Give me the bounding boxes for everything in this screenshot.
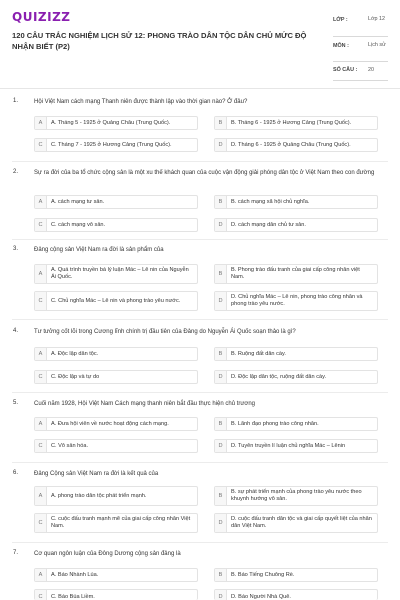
option-c[interactable] [34, 439, 198, 453]
option-text: C. Chủ nghĩa Mác – Lê nin và phong trào yêu nước. [51, 297, 181, 304]
brand-logo: QUIZIZZ [12, 10, 71, 24]
option-b[interactable] [214, 568, 378, 582]
option-text: B. Báo Tiếng Chuông Rè. [231, 571, 295, 578]
question-text: Cơ quan ngôn luận của Đông Dương cộng sản đảng là [34, 551, 181, 557]
option-text: B. Phong trào đấu tranh của giai cấp công nhân việt Nam. [231, 267, 360, 280]
divider [333, 61, 388, 62]
option-d[interactable] [214, 218, 378, 232]
option-letter: C [35, 590, 47, 600]
option-a[interactable] [34, 486, 198, 506]
question-text: Tư tưởng cốt lõi trong Cương lĩnh chính trị đầu tiên của Đảng do Nguyễn Ái Quốc soạn thảo là gì? [34, 329, 296, 335]
option-text: A. phong trào dân tộc phát triển mạnh. [51, 492, 147, 499]
question-text: Hội Việt Nam cách mạng Thanh niên được thành lập vào thời gian nào? Ở đâu? [34, 99, 248, 105]
option-b[interactable] [214, 264, 378, 284]
question-divider [12, 542, 388, 543]
header-divider [0, 88, 400, 89]
worksheet-header [0, 0, 400, 90]
option-a[interactable] [34, 195, 198, 209]
option-text: C. Vô sản hóa. [51, 442, 89, 449]
option-a[interactable] [34, 417, 198, 431]
option-text: A. cách mạng tư sản. [51, 198, 105, 205]
option-letter: C [35, 292, 47, 310]
option-letter: A [35, 196, 47, 208]
option-letter: B [215, 196, 227, 208]
option-letter: B [215, 348, 227, 360]
option-b[interactable] [214, 116, 378, 130]
option-letter: D [215, 292, 227, 310]
question-number: 3. [13, 246, 19, 252]
option-c[interactable] [34, 589, 198, 600]
option-text: A. Tháng 5 - 1925 ở Quảng Châu (Trung Quốc). [51, 119, 171, 126]
question-number: 5. [13, 400, 19, 406]
option-letter: A [35, 418, 47, 430]
option-letter: A [35, 117, 47, 129]
question-text: Đảng cộng sản Việt Nam ra đời là sản phẩm của [34, 247, 164, 253]
option-letter: D [215, 139, 227, 151]
option-text: C. Báo Búa Liềm. [51, 593, 95, 600]
option-letter: C [35, 514, 47, 532]
question-number: 6. [13, 470, 19, 476]
option-c[interactable] [34, 513, 198, 533]
option-letter: D [215, 371, 227, 383]
option-text: A. Quá trình truyền bá lý luận Mác – Lê nin của Nguyễn Ái Quốc. [51, 267, 189, 280]
option-text: A. Đưa hội viên về nước hoạt động cách mạng. [51, 420, 169, 427]
question-divider [12, 392, 388, 393]
option-text: C. Tháng 7 - 1925 ở Hương Cảng (Trung Quốc). [51, 141, 172, 148]
option-d[interactable] [214, 589, 378, 600]
question-divider [12, 239, 388, 240]
option-letter: D [215, 514, 227, 532]
option-letter: B [215, 569, 227, 581]
option-text: D. cuộc đấu tranh dân tộc và giai cấp quyết liệt của nhân dân Việt Nam. [231, 516, 372, 529]
option-b[interactable] [214, 195, 378, 209]
option-text: B. cách mạng xã hội chủ nghĩa. [231, 198, 310, 205]
question-number: 7. [13, 550, 19, 556]
question-divider [12, 319, 388, 320]
question-number: 4. [13, 328, 19, 334]
option-a[interactable] [34, 264, 198, 284]
option-text: B. Tháng 6 - 1925 ở Hương Cảng (Trung Quốc). [231, 119, 352, 126]
option-letter: B [215, 487, 227, 505]
option-text: D. Độc lập dân tộc, ruộng đất dân cày. [231, 373, 327, 380]
option-text: D. Báo Người Nhà Quê. [231, 593, 291, 600]
option-c[interactable] [34, 370, 198, 384]
question-divider [12, 462, 388, 463]
option-d[interactable] [214, 138, 378, 152]
option-text: A. Báo Nhành Lúa. [51, 571, 99, 578]
option-letter: A [35, 265, 47, 283]
question-divider [12, 161, 388, 162]
option-b[interactable] [214, 417, 378, 431]
option-a[interactable] [34, 568, 198, 582]
option-letter: C [35, 139, 47, 151]
option-c[interactable] [34, 138, 198, 152]
option-text: D. Tháng 6 - 1925 ở Quảng Châu (Trung Quốc). [231, 141, 351, 148]
question-number: 1. [13, 98, 19, 104]
option-letter: C [35, 219, 47, 231]
option-letter: A [35, 348, 47, 360]
count-label: SỐ CÂU : [333, 67, 358, 73]
question-text: Cuối năm 1928, Hội Việt Nam Cách mạng thanh niên bắt đầu thực hiện chủ trương [34, 401, 255, 407]
option-d[interactable] [214, 291, 378, 311]
option-text: B. Ruộng đất dân cày. [231, 350, 286, 357]
option-text: A. Độc lập dân tộc. [51, 350, 99, 357]
option-d[interactable] [214, 370, 378, 384]
option-text: D. cách mạng dân chủ tư sản. [231, 221, 306, 228]
option-b[interactable] [214, 486, 378, 506]
option-letter: A [35, 569, 47, 581]
option-letter: B [215, 418, 227, 430]
option-text: B. sự phát triển mạnh của phong trào yêu nước theo khuynh hướng vô sản. [231, 489, 362, 502]
option-letter: B [215, 265, 227, 283]
option-a[interactable] [34, 347, 198, 361]
option-b[interactable] [214, 347, 378, 361]
option-a[interactable] [34, 116, 198, 130]
option-text: B. Lãnh đạo phong trào công nhân. [231, 420, 319, 427]
option-letter: C [35, 440, 47, 452]
question-number: 2. [13, 169, 19, 175]
option-text: D. Chủ nghĩa Mác – Lê nin, phong trào công nhân và phong trào yêu nước. [231, 294, 363, 307]
class-label: LỚP : [333, 17, 348, 23]
option-d[interactable] [214, 513, 378, 533]
option-c[interactable] [34, 218, 198, 232]
option-text: C. Độc lập và tự do [51, 373, 100, 380]
option-d[interactable] [214, 439, 378, 453]
option-letter: D [215, 219, 227, 231]
question-text: Sự ra đời của ba tổ chức cộng sản là một xu thế khách quan của cuộc vận động giải phóng dân tộc ở Việt Nam theo con đường [34, 170, 375, 176]
option-text: D. Tuyên truyền lí luận chủ nghĩa Mác – Lênin [231, 442, 346, 449]
count-value: 20 [368, 67, 374, 73]
option-c[interactable] [34, 291, 198, 311]
question-text: Đảng Cộng sản Việt Nam ra đời là kết quả của [34, 471, 159, 477]
option-letter: B [215, 117, 227, 129]
option-letter: A [35, 487, 47, 505]
worksheet-title: 120 CÂU TRẮC NGHIỆM LỊCH SỬ 12: PHONG TRÀO DÂN TỘC DÂN CHỦ MỨC ĐỘ NHẬN BIẾT (P2) [12, 31, 307, 51]
class-value: Lớp 12 [368, 16, 386, 22]
option-letter: D [215, 440, 227, 452]
option-letter: C [35, 371, 47, 383]
subject-value: Lịch sử [368, 42, 386, 48]
option-text: C. cuộc đấu tranh mạnh mẽ của giai cấp công nhân Việt Nam. [51, 516, 191, 529]
option-letter: D [215, 590, 227, 600]
divider [333, 80, 388, 81]
subject-label: MÔN : [333, 43, 349, 49]
option-text: C. cách mạng vô sản. [51, 221, 106, 228]
divider [333, 36, 388, 37]
